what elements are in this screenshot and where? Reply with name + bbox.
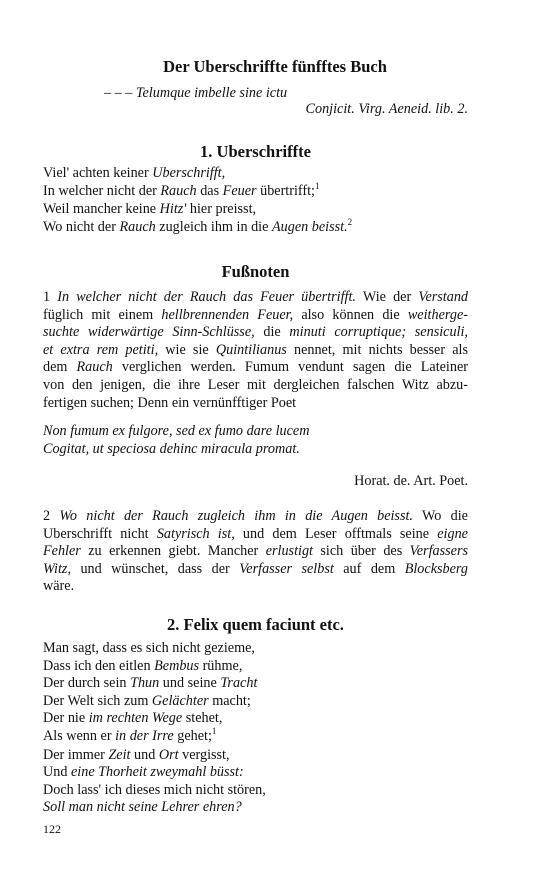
italic-text: Fehler [43, 543, 81, 560]
italic-text: in der Irre [115, 727, 174, 744]
text-line: Man sagt, dass es sich nicht gezieme, [43, 640, 255, 656]
italic-text: eigne [437, 525, 468, 542]
italic-text: et extra rem petiti, [43, 341, 159, 358]
italic-text: weitherge- [407, 306, 468, 323]
footnote-quote [43, 423, 468, 458]
italic-text: suchte widerwärtige Sinn-Schlüsse, [43, 324, 255, 341]
italic-text: Blocksberg [404, 560, 468, 577]
italic-text: Hitz' [159, 201, 187, 218]
text-line: Und eine Thorheit zweymahl büsst: [43, 764, 244, 781]
footnote-1 [43, 289, 468, 412]
italic-text: Verstand [418, 289, 469, 305]
section-2-poem [43, 640, 468, 817]
section-1-title: 1. Uberschriffte [200, 142, 311, 161]
italic-text: Uberschrifft, [152, 165, 226, 181]
italic-text: Zeit [108, 746, 131, 763]
italic-text: erlustigt [265, 543, 313, 560]
book-heading: Der Uberschriffte fünfftes Buch [163, 57, 387, 76]
text-line: Wo nicht der Rauch zugleich ihm in die Augen beisst.$^2$ [43, 216, 353, 235]
footnote-2 [43, 508, 468, 596]
italic-text: Soll man nicht seine Lehrer ehren? [43, 799, 242, 816]
italic-text: Rauch [76, 359, 113, 376]
text-line: et extra rem petiti, wie sie Quintilianus nennet, mit nichts besser als [43, 341, 469, 358]
italic-text: eine Thorheit zweymahl büsst: [70, 764, 244, 781]
text-line: Weil mancher keine Hitz' hier preisst, [43, 201, 257, 218]
footnote-marker: 1 [211, 725, 217, 736]
text-line [43, 441, 468, 459]
italic-text: Verfassers [409, 543, 468, 560]
text-line: Viel' achten keiner Uberschrifft, [43, 165, 226, 181]
italic-text: Augen beisst. [271, 218, 348, 235]
text-line: In welcher nicht der Rauch das Feuer übertrifft;$^1$ [43, 180, 320, 199]
italic-text: Feuer [222, 182, 257, 199]
text-line: wäre. [43, 578, 75, 595]
text-line: Dass ich den eitlen Bembus rühme, [43, 657, 243, 674]
text-line: Fehler zu erkennen giebt. Mancher erlustigt sich über des Verfassers [43, 543, 468, 560]
italic-text: In welcher nicht der Rauch das Feuer übertrifft. [57, 289, 356, 305]
text-line: Witz, und wünschet, dass der Verfasser selbst auf dem Blocksberg [43, 560, 468, 577]
italic-text: Non fumum ex fulgore, sed ex fumo dare lucem [43, 423, 310, 439]
text-line: fertigen suchen; Denn ein vernünfftiger Poet [43, 394, 297, 411]
motto-line-1: – – – Telumque imbelle sine ictu [104, 85, 288, 101]
section-2-title: 2. Felix quem faciunt etc. [167, 615, 344, 634]
italic-text: Bembus [154, 657, 200, 674]
italic-text: Cogitat, ut speciosa dehinc miracula promat. [43, 440, 300, 457]
text-line: Der nie im rechten Wege stehet, [43, 710, 223, 727]
italic-text: hellbrennenden Feuer, [161, 306, 294, 323]
text-line: Der durch sein Thun und seine Tracht [43, 675, 258, 692]
text-line: füglich mit einem hellbrennenden Feuer, also können die weitherge- [43, 306, 468, 323]
text-line: 1 In welcher nicht der Rauch das Feuer übertrifft. Wie der Verstand [43, 289, 469, 305]
italic-text: Satyrisch ist, [156, 525, 235, 542]
italic-text: im rechten Wege [88, 710, 183, 727]
italic-text: Rauch [160, 182, 197, 199]
italic-text: Thun [130, 675, 160, 692]
italic-text: minuti corruptique; sensiculi, [289, 324, 468, 341]
text-line: Doch lass' ich dieses mich nicht stören, [43, 781, 266, 798]
italic-text: Quintilianus [215, 341, 287, 358]
footnote-marker: 2 [347, 216, 353, 227]
text-line [43, 423, 468, 441]
page-number: 122 [43, 822, 61, 836]
italic-text: Tracht [220, 675, 258, 692]
text-line: Uberschrifft nicht Satyrisch ist, und dem Leser offtmals seine eigne [43, 525, 468, 542]
motto-source: Conjicit. Virg. Aeneid. lib. 2. [305, 101, 468, 117]
italic-text: Verfasser selbst [239, 560, 334, 577]
italic-text: Gelächter [151, 692, 209, 709]
text-line: Als wenn er in der Irre gehet;$^1$ [43, 725, 217, 744]
italic-text: Rauch [119, 218, 156, 235]
text-line: dem Rauch verglichen werden. Fumum vendunt sagen die Lateiner [43, 359, 468, 376]
section-1-poem [43, 165, 468, 237]
text-line: suchte widerwärtige Sinn-Schlüsse, die minuti corruptique; sensiculi, [43, 324, 468, 341]
text-line: Der Welt sich zum Gelächter macht; [43, 692, 251, 709]
text-line: 2 Wo nicht der Rauch zugleich ihm in die Augen beisst. Wo die [43, 508, 468, 524]
footnote-marker: 1 [315, 180, 320, 191]
italic-text: Witz, [43, 560, 71, 577]
text-line [43, 799, 468, 817]
footnotes-title: Fußnoten [221, 262, 290, 281]
footnote-quote-source: Horat. de. Art. Poet. [354, 473, 468, 489]
text-line: von den jenigen, die ihre Leser mit dergleichen falschen Witz abzu- [43, 376, 468, 393]
italic-text: Wo nicht der Rauch zugleich ihm in die Augen beisst. [59, 508, 413, 524]
text-line: Der immer Zeit und Ort vergisst, [43, 746, 230, 763]
italic-text: Ort [158, 746, 179, 763]
